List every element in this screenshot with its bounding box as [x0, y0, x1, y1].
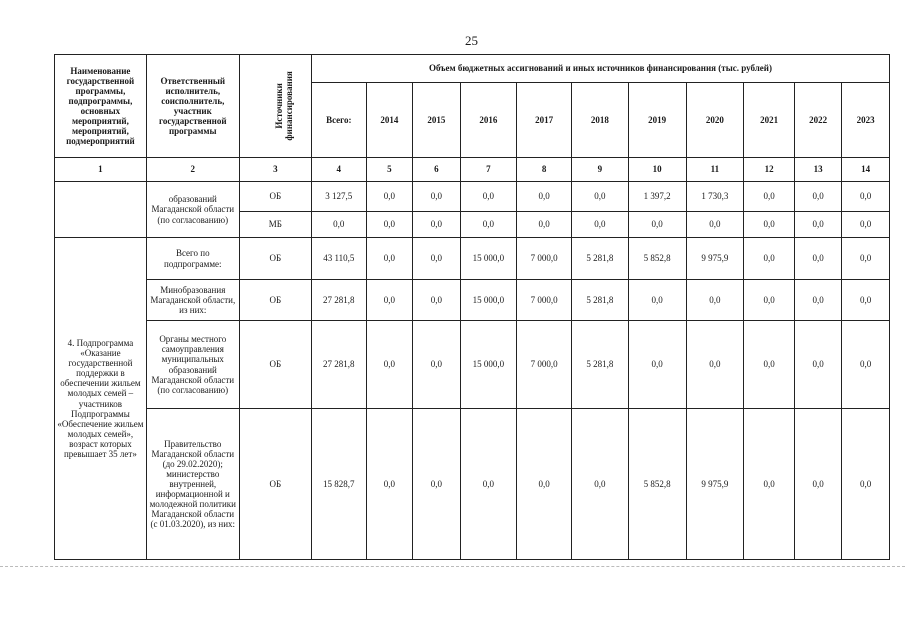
value-total: 27 281,8: [311, 280, 366, 321]
value-cell: 0,0: [686, 321, 744, 409]
value-cell: 0,0: [413, 238, 460, 280]
value-cell: 0,0: [744, 280, 795, 321]
value-cell: 0,0: [686, 212, 744, 238]
header-source-label: Источники финансирования: [273, 71, 294, 141]
header-row-top: [55, 55, 890, 83]
value-cell: 0,0: [460, 212, 517, 238]
source-cell: ОБ: [239, 321, 311, 409]
value-cell: 5 281,8: [571, 321, 628, 409]
value-cell: 0,0: [744, 212, 795, 238]
value-total: 0,0: [311, 212, 366, 238]
table-row: [55, 182, 890, 212]
value-total: 15 828,7: [311, 409, 366, 560]
value-cell: 0,0: [842, 182, 890, 212]
header-year: 2020: [686, 83, 744, 158]
value-cell: 0,0: [366, 238, 412, 280]
value-cell: 0,0: [460, 182, 517, 212]
value-cell: 0,0: [794, 182, 841, 212]
value-cell: 0,0: [413, 212, 460, 238]
column-number: 1: [55, 158, 147, 182]
value-cell: 0,0: [413, 409, 460, 560]
value-cell: 0,0: [842, 238, 890, 280]
value-cell: 7 000,0: [517, 238, 572, 280]
value-cell: 0,0: [628, 321, 686, 409]
value-cell: 0,0: [794, 238, 841, 280]
responsible-cell: образований Магаданской области (по согласованию): [146, 182, 239, 238]
column-number: 11: [686, 158, 744, 182]
column-numbers-row: [55, 158, 890, 182]
value-cell: 15 000,0: [460, 238, 517, 280]
responsible-cell: Правительство Магаданской области (до 29.02.2020); министерство внутренней, информационной и молодежной политики Магаданской области (с 01.03.2020), из них:: [146, 409, 239, 560]
column-number: 6: [413, 158, 460, 182]
header-year: 2018: [571, 83, 628, 158]
value-total: 43 110,5: [311, 238, 366, 280]
header-year: 2016: [460, 83, 517, 158]
value-cell: 0,0: [744, 238, 795, 280]
source-cell: ОБ: [239, 409, 311, 560]
value-cell: 0,0: [413, 182, 460, 212]
value-cell: 0,0: [794, 280, 841, 321]
value-cell: 0,0: [842, 409, 890, 560]
value-cell: 1 397,2: [628, 182, 686, 212]
source-cell: ОБ: [239, 280, 311, 321]
value-cell: 0,0: [842, 280, 890, 321]
column-number: 2: [146, 158, 239, 182]
value-cell: 0,0: [744, 321, 795, 409]
value-cell: 0,0: [517, 182, 572, 212]
value-cell: 15 000,0: [460, 321, 517, 409]
value-cell: 0,0: [686, 280, 744, 321]
column-number: 14: [842, 158, 890, 182]
table-row: [55, 280, 890, 321]
value-cell: 0,0: [366, 280, 412, 321]
header-source: [239, 55, 311, 158]
column-number: 3: [239, 158, 311, 182]
column-number: 8: [517, 158, 572, 182]
value-cell: 0,0: [794, 321, 841, 409]
value-cell: 1 730,3: [686, 182, 744, 212]
header-year: 2022: [794, 83, 841, 158]
value-cell: 0,0: [628, 212, 686, 238]
column-number: 7: [460, 158, 517, 182]
column-number: 12: [744, 158, 795, 182]
value-cell: 9 975,9: [686, 409, 744, 560]
value-cell: 7 000,0: [517, 321, 572, 409]
budget-table: [54, 54, 890, 560]
header-name: Наименование государственной программы, подпрограммы, основных мероприятий, мероприятий, подмероприятий: [55, 55, 147, 158]
value-cell: 0,0: [517, 409, 572, 560]
header-year: 2023: [842, 83, 890, 158]
header-year: 2015: [413, 83, 460, 158]
empty-name-cell: [55, 182, 147, 238]
value-cell: 0,0: [628, 280, 686, 321]
header-volume: Объем бюджетных ассигнований и иных источников финансирования (тыс. рублей): [311, 55, 889, 83]
value-cell: 0,0: [413, 321, 460, 409]
scan-artifact-line: [0, 566, 905, 568]
column-number: 13: [794, 158, 841, 182]
value-cell: 0,0: [744, 182, 795, 212]
value-cell: 0,0: [366, 182, 412, 212]
value-cell: 5 852,8: [628, 238, 686, 280]
value-cell: 0,0: [842, 212, 890, 238]
source-cell: ОБ: [239, 238, 311, 280]
value-cell: 0,0: [842, 321, 890, 409]
header-year: 2014: [366, 83, 412, 158]
column-number: 4: [311, 158, 366, 182]
value-cell: 0,0: [744, 409, 795, 560]
value-cell: 0,0: [794, 212, 841, 238]
value-cell: 0,0: [366, 321, 412, 409]
value-cell: 0,0: [571, 212, 628, 238]
header-total: Всего:: [311, 83, 366, 158]
value-cell: 0,0: [413, 280, 460, 321]
value-cell: 7 000,0: [517, 280, 572, 321]
column-number: 10: [628, 158, 686, 182]
table-row: [55, 409, 890, 560]
source-cell: МБ: [239, 212, 311, 238]
table-row: [55, 321, 890, 409]
responsible-cell: Органы местного самоуправления муниципальных образований Магаданской области (по согласованию): [146, 321, 239, 409]
value-cell: 0,0: [571, 182, 628, 212]
responsible-cell: Минобразования Магаданской области, из них:: [146, 280, 239, 321]
column-number: 5: [366, 158, 412, 182]
subprogram-name: 4. Подпрограмма «Оказание государственной поддержки в обеспечении жильем молодых семей – участников Подпрограммы «Обеспечение жильем молодых семей», возраст которых превышает 35 лет»: [55, 238, 147, 560]
value-cell: 15 000,0: [460, 280, 517, 321]
header-year: 2017: [517, 83, 572, 158]
source-cell: ОБ: [239, 182, 311, 212]
value-cell: 5 281,8: [571, 238, 628, 280]
table-row: [55, 238, 890, 280]
value-cell: 0,0: [794, 409, 841, 560]
value-cell: 5 281,8: [571, 280, 628, 321]
value-cell: 5 852,8: [628, 409, 686, 560]
header-responsible: Ответственный исполнитель, соисполнитель, участник государственной программы: [146, 55, 239, 158]
column-number: 9: [571, 158, 628, 182]
value-cell: 0,0: [517, 212, 572, 238]
value-cell: 0,0: [460, 409, 517, 560]
value-cell: 0,0: [571, 409, 628, 560]
page-number: 25: [465, 33, 478, 48]
responsible-cell: Всего по подпрограмме:: [146, 238, 239, 280]
value-cell: 9 975,9: [686, 238, 744, 280]
value-cell: 0,0: [366, 409, 412, 560]
value-total: 27 281,8: [311, 321, 366, 409]
value-cell: 0,0: [366, 212, 412, 238]
value-total: 3 127,5: [311, 182, 366, 212]
header-year: 2019: [628, 83, 686, 158]
header-year: 2021: [744, 83, 795, 158]
